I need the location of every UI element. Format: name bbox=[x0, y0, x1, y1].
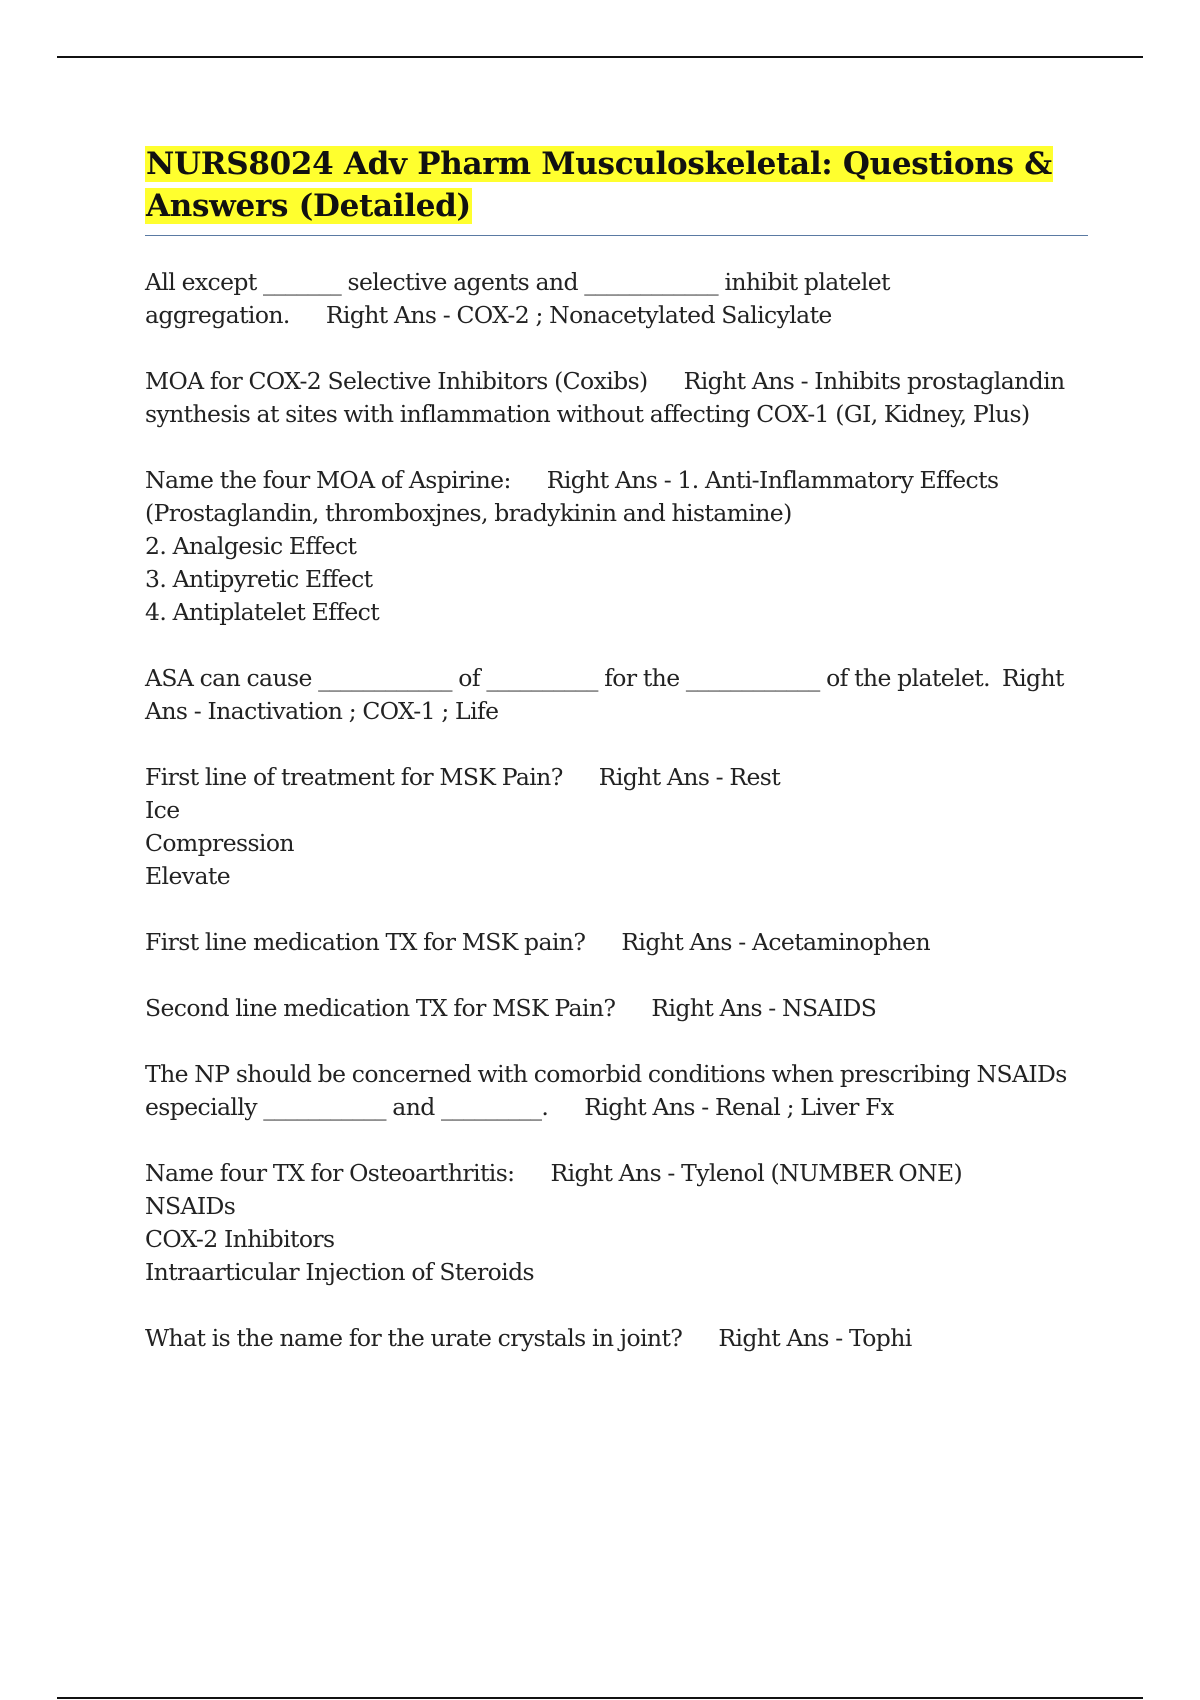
qa-item bbox=[145, 992, 1090, 1025]
qa-answer-line: 3. Antipyretic Effect bbox=[145, 565, 373, 593]
qa-item bbox=[145, 926, 1090, 959]
document-body bbox=[145, 143, 1090, 1388]
qa-question: First line medication TX for MSK pain? bbox=[145, 928, 586, 956]
page-top-rule bbox=[57, 56, 1143, 58]
qa-item bbox=[145, 1157, 1090, 1289]
document-title-text: NURS8024 Adv Pharm Musculoskeletal: Questions & Answers (Detailed) bbox=[146, 146, 1052, 224]
qa-question: What is the name for the urate crystals in joint? bbox=[145, 1324, 683, 1352]
qa-list bbox=[145, 266, 1090, 1355]
qa-answer: Right Ans - Tophi bbox=[718, 1324, 912, 1352]
qa-answer: Right Ans - Acetaminophen bbox=[621, 928, 930, 956]
qa-answer: Right Ans - NSAIDS bbox=[651, 994, 877, 1022]
qa-answer-line: NSAIDs bbox=[145, 1192, 236, 1220]
qa-question: Name the four MOA of Aspirine: bbox=[145, 466, 511, 494]
qa-item bbox=[145, 266, 1090, 332]
qa-answer-line: COX-2 Inhibitors bbox=[145, 1225, 335, 1253]
qa-answer: Right Ans - Inactivation ; COX-1 ; Life bbox=[145, 664, 1064, 725]
qa-question: Name four TX for Osteoarthritis: bbox=[145, 1159, 515, 1187]
qa-item bbox=[145, 1322, 1090, 1355]
qa-item bbox=[145, 662, 1090, 728]
qa-item bbox=[145, 761, 1090, 893]
qa-answer: Right Ans - Rest bbox=[598, 763, 781, 791]
qa-question: All except _______ selective agents and ____________ inhibit platelet aggregation. bbox=[145, 268, 890, 329]
qa-question: MOA for COX-2 Selective Inhibitors (Coxibs) bbox=[145, 367, 648, 395]
page-bottom-rule bbox=[57, 1697, 1143, 1699]
title-underline bbox=[145, 235, 1088, 236]
document-title bbox=[145, 143, 1090, 227]
qa-answer: Right Ans - Tylenol (NUMBER ONE) bbox=[550, 1159, 963, 1187]
qa-answer-line: Compression bbox=[145, 829, 294, 857]
qa-answer-line: 4. Antiplatelet Effect bbox=[145, 598, 380, 626]
qa-answer: Right Ans - COX-2 ; Nonacetylated Salicylate bbox=[325, 301, 832, 329]
qa-question: Second line medication TX for MSK Pain? bbox=[145, 994, 616, 1022]
qa-answer: Right Ans - Inhibits prostaglandin synthesis at sites with inflammation without affecting COX-1 (GI, Kidney, Plus) bbox=[145, 367, 1065, 428]
qa-item bbox=[145, 365, 1090, 431]
qa-answer-line: Elevate bbox=[145, 862, 231, 890]
qa-question: ASA can cause ____________ of __________ for the ____________ of the platelet. bbox=[145, 664, 990, 692]
qa-answer: Right Ans - 1. Anti-Inflammatory Effects (Prostaglandin, thromboxjnes, bradykinin and histamine) bbox=[145, 466, 999, 527]
qa-question: First line of treatment for MSK Pain? bbox=[145, 763, 563, 791]
qa-answer: Right Ans - Renal ; Liver Fx bbox=[584, 1093, 894, 1121]
qa-answer-line: Ice bbox=[145, 796, 180, 824]
qa-item bbox=[145, 464, 1090, 629]
qa-answer-line: Intraarticular Injection of Steroids bbox=[145, 1258, 534, 1286]
qa-answer-line: 2. Analgesic Effect bbox=[145, 532, 357, 560]
qa-question: The NP should be concerned with comorbid conditions when prescribing NSAIDs especially ___________ and _________. bbox=[145, 1060, 1067, 1121]
qa-item bbox=[145, 1058, 1090, 1124]
